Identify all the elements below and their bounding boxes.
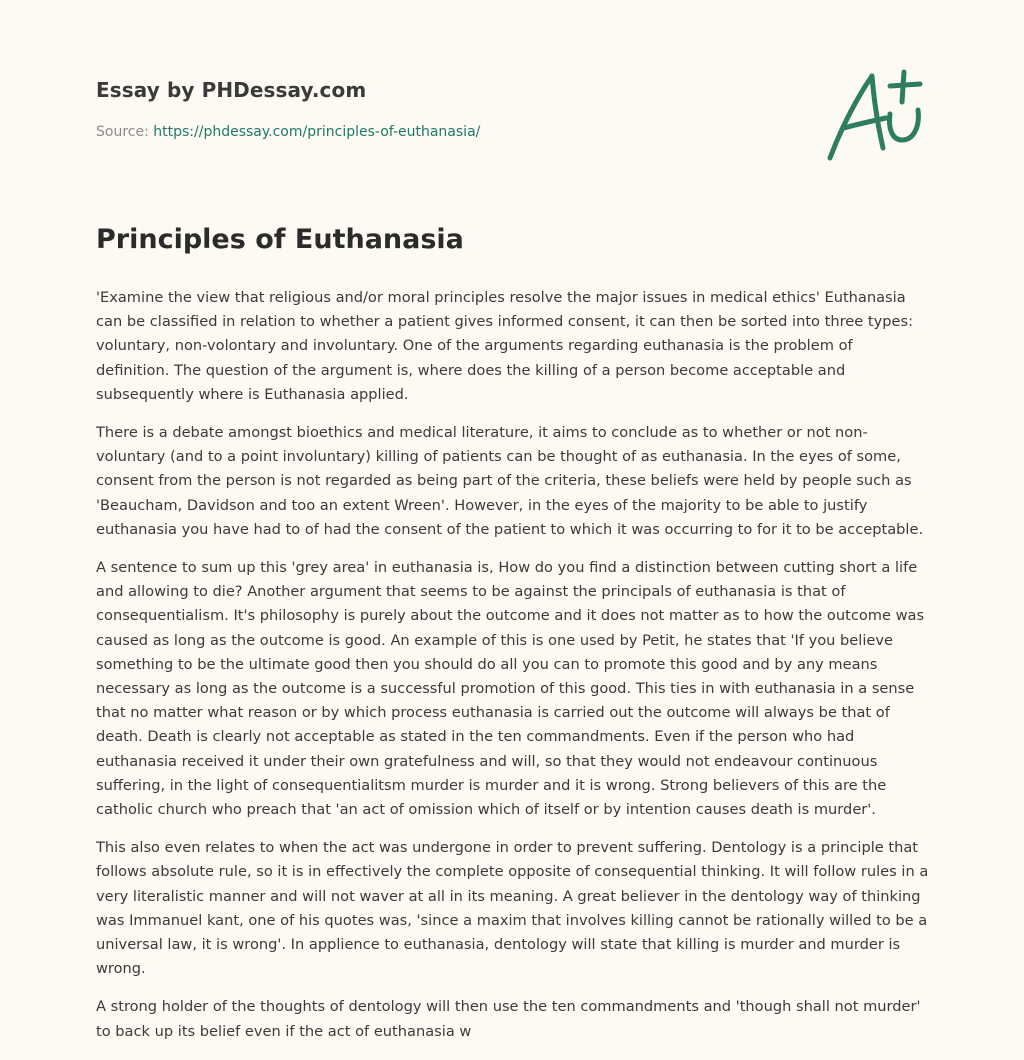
source-link[interactable]: https://phdessay.com/principles-of-euthanasia/ bbox=[153, 124, 481, 140]
source-line bbox=[96, 124, 480, 140]
source-label: Source: bbox=[96, 124, 154, 140]
essay-paragraph: 'Examine the view that religious and/or moral principles resolve the major issues in medical ethics' Euthanasia can be classified in relation to whether a patient gives informed consent, it can then be sorted into three types: voluntary, non-volontary and involuntary. One of the arguments regarding euthanasia is the problem of definition. The question of the argument is, where does the killing of a person become acceptable and subsequently where is Euthanasia applied. bbox=[96, 289, 913, 403]
essay-title: Principles of Euthanasia bbox=[96, 224, 464, 255]
essay-paragraph: There is a debate amongst bioethics and medical literature, it aims to conclude as to whether or not non-voluntary (and to a point involuntary) killing of patients can be thought of as euthanasia. In the eyes of some, consent from the person is not regarded as being part of the criteria, these beliefs were held by people such as 'Beaucham, Davidson and too an extent Wreen'. However, in the eyes of the majority to be able to justify euthanasia you have had to of had the consent of the patient to which it was occurring to for it to be acceptable. bbox=[96, 424, 924, 538]
essay-paragraph: A strong holder of the thoughts of dentology will then use the ten commandments and 'though shall not murder' to back up its belief even if the act of euthanasia w bbox=[96, 998, 921, 1040]
site-brand: Essay by PHDessay.com bbox=[96, 78, 367, 102]
essay-paragraph: This also even relates to when the act was undergone in order to prevent suffering. Dentology is a principle that follows absolute rule, so it is in effectively the complete opposite of consequential thinking. It will follow rules in a very literalistic manner and will not waver at all in its meaning. A great believer in the dentology way of thinking was Immanuel kant, one of his quotes was, 'since a maxim that involves killing cannot be rationally willed to be a universal law, it is wrong'. In applience to euthanasia, dentology will state that killing is murder and murder is wrong. bbox=[96, 839, 929, 978]
essay-body bbox=[96, 286, 930, 1058]
essay-paragraph: A sentence to sum up this 'grey area' in euthanasia is, How do you find a distinction between cutting short a life and allowing to die? Another argument that seems to be against the principals of euthanasia is that of consequentialism. It's philosophy is purely about the outcome and it does not matter as to how the outcome was caused as long as the outcome is good. An example of this is one used by Petit, he states that 'If you believe something to be the ultimate good then you should do all you can to promote this good and by any means necessary as long as the outcome is a successful promotion of this good. This ties in with euthanasia in a sense that no matter what reason or by which process euthanasia is carried out the outcome will always be that of death. Death is clearly not acceptable as stated in the ten commandments. Even if the person who had euthanasia received it under their own gratefulness and will, so that they would not endeavour continuous suffering, in the light of consequentialitsm murder is murder and it is wrong. Strong believers of this are the catholic church who preach that 'an act of omission which of itself or by intention causes death is murder'. bbox=[96, 559, 925, 819]
a-plus-grade-icon bbox=[820, 66, 930, 166]
